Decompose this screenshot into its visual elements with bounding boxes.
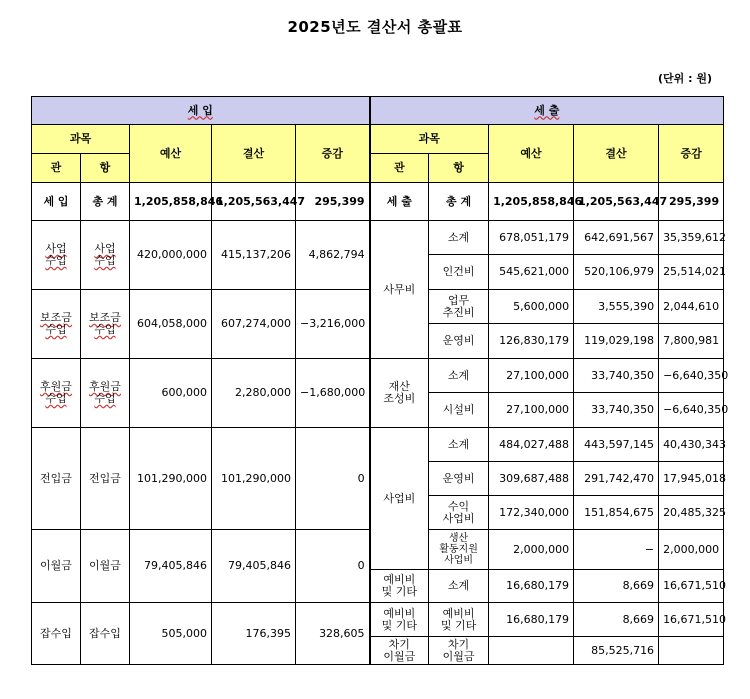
expense-hang: 업무 추진비 — [429, 290, 489, 324]
expense-total-settlement: 1,205,563,447 — [574, 183, 659, 221]
revenue-budget-header: 예산 — [130, 125, 212, 183]
expense-change: 40,430,343 — [659, 428, 724, 462]
expense-budget: 5,600,000 — [489, 290, 574, 324]
expense-hang: 예비비 및 기타 — [429, 603, 489, 637]
revenue-settlement: 2,280,000 — [212, 359, 296, 428]
revenue-budget: 505,000 — [130, 603, 212, 665]
expense-settlement: 3,555,390 — [574, 290, 659, 324]
expense-budget: 27,100,000 — [489, 393, 574, 428]
expense-budget-header: 예산 — [489, 125, 574, 183]
summary-table — [31, 96, 729, 665]
revenue-hang: 이월금 — [81, 530, 130, 603]
revenue-change: −3,216,000 — [296, 290, 370, 359]
expense-settlement-header: 결산 — [574, 125, 659, 183]
expense-total-budget: 1,205,858,846 — [489, 183, 574, 221]
expense-subject-header: 과목 — [370, 125, 489, 154]
expense-change — [659, 637, 724, 665]
revenue-gwan-header: 관 — [32, 154, 81, 183]
revenue-settlement: 607,274,000 — [212, 290, 296, 359]
expense-header: 세 출 — [370, 97, 724, 125]
expense-settlement: 642,691,567 — [574, 221, 659, 255]
expense-hang: 운영비 — [429, 462, 489, 496]
expense-total-change: 295,399 — [659, 183, 724, 221]
revenue-hang: 후원금 수입 — [81, 359, 130, 428]
expense-gwan-carry: 차기 이월금 — [370, 637, 429, 665]
expense-change: 2,044,610 — [659, 290, 724, 324]
expense-hang: 운영비 — [429, 324, 489, 359]
expense-settlement: 119,029,198 — [574, 324, 659, 359]
revenue-total-change: 295,399 — [296, 183, 370, 221]
expense-budget — [489, 637, 574, 665]
expense-gwan-reserve-2: 예비비 및 기타 — [370, 603, 429, 637]
revenue-gwan: 전입금 — [32, 428, 81, 530]
expense-hang: 소계 — [429, 359, 489, 393]
expense-hang: 시설비 — [429, 393, 489, 428]
revenue-settlement: 101,290,000 — [212, 428, 296, 530]
revenue-budget: 604,058,000 — [130, 290, 212, 359]
revenue-hang: 사업 수입 — [81, 221, 130, 290]
revenue-change: 4,862,794 — [296, 221, 370, 290]
revenue-budget: 420,000,000 — [130, 221, 212, 290]
expense-change: 16,671,510 — [659, 570, 724, 603]
revenue-total-gwan: 세 입 — [32, 183, 81, 221]
revenue-total-settlement: 1,205,563,447 — [212, 183, 296, 221]
expense-budget: 27,100,000 — [489, 359, 574, 393]
revenue-change: 0 — [296, 530, 370, 603]
expense-change: 17,945,018 — [659, 462, 724, 496]
expense-change: 16,671,510 — [659, 603, 724, 637]
expense-settlement: 443,597,145 — [574, 428, 659, 462]
revenue-gwan: 사업 수입 — [32, 221, 81, 290]
revenue-change: −1,680,000 — [296, 359, 370, 428]
expense-settlement: 151,854,675 — [574, 496, 659, 530]
revenue-gwan: 잡수입 — [32, 603, 81, 665]
expense-budget: 309,687,488 — [489, 462, 574, 496]
expense-settlement: − — [574, 530, 659, 570]
expense-gwan-header: 관 — [370, 154, 429, 183]
expense-change: 7,800,981 — [659, 324, 724, 359]
revenue-total-budget: 1,205,858,846 — [130, 183, 212, 221]
expense-gwan-reserve: 예비비 및 기타 — [370, 570, 429, 603]
revenue-change: 0 — [296, 428, 370, 530]
expense-gwan-property: 재산 조성비 — [370, 359, 429, 428]
expense-budget: 678,051,179 — [489, 221, 574, 255]
revenue-subject-header: 과목 — [32, 125, 130, 154]
expense-settlement: 8,669 — [574, 570, 659, 603]
revenue-change: 328,605 — [296, 603, 370, 665]
expense-budget: 545,621,000 — [489, 255, 574, 290]
expense-change: −6,640,350 — [659, 359, 724, 393]
revenue-gwan: 보조금 수입 — [32, 290, 81, 359]
expense-settlement: 33,740,350 — [574, 393, 659, 428]
expense-gwan-business: 사업비 — [370, 428, 429, 570]
expense-settlement: 33,740,350 — [574, 359, 659, 393]
expense-change: 25,514,021 — [659, 255, 724, 290]
revenue-change-header: 증감 — [296, 125, 370, 183]
expense-hang-header: 항 — [429, 154, 489, 183]
unit-label: (단위 : 원) — [658, 72, 712, 85]
expense-settlement: 520,106,979 — [574, 255, 659, 290]
expense-budget: 172,340,000 — [489, 496, 574, 530]
revenue-budget: 600,000 — [130, 359, 212, 428]
revenue-settlement: 176,395 — [212, 603, 296, 665]
expense-settlement: 8,669 — [574, 603, 659, 637]
expense-hang: 인건비 — [429, 255, 489, 290]
revenue-settlement-header: 결산 — [212, 125, 296, 183]
revenue-gwan: 후원금 수입 — [32, 359, 81, 428]
expense-hang: 차기 이월금 — [429, 637, 489, 665]
expense-hang: 수익 사업비 — [429, 496, 489, 530]
revenue-hang: 잡수입 — [81, 603, 130, 665]
revenue-hang: 전입금 — [81, 428, 130, 530]
revenue-header: 세 입 — [32, 97, 370, 125]
expense-budget: 16,680,179 — [489, 570, 574, 603]
revenue-budget: 101,290,000 — [130, 428, 212, 530]
expense-hang: 소계 — [429, 428, 489, 462]
expense-change: 20,485,325 — [659, 496, 724, 530]
expense-change: 35,359,612 — [659, 221, 724, 255]
expense-budget: 2,000,000 — [489, 530, 574, 570]
revenue-settlement: 415,137,206 — [212, 221, 296, 290]
expense-change: −6,640,350 — [659, 393, 724, 428]
page-title: 2025년도 결산서 총괄표 — [287, 18, 463, 36]
expense-hang: 소계 — [429, 221, 489, 255]
expense-settlement: 85,525,716 — [574, 637, 659, 665]
expense-total-hang: 총 계 — [429, 183, 489, 221]
revenue-settlement: 79,405,846 — [212, 530, 296, 603]
expense-budget: 484,027,488 — [489, 428, 574, 462]
expense-gwan-office: 사무비 — [370, 221, 429, 359]
expense-settlement: 291,742,470 — [574, 462, 659, 496]
revenue-hang-header: 항 — [81, 154, 130, 183]
expense-change: 2,000,000 — [659, 530, 724, 570]
expense-budget: 16,680,179 — [489, 603, 574, 637]
expense-hang: 소계 — [429, 570, 489, 603]
expense-hang: 생산 활동지원 사업비 — [429, 530, 489, 570]
revenue-hang: 보조금 수입 — [81, 290, 130, 359]
revenue-budget: 79,405,846 — [130, 530, 212, 603]
expense-budget: 126,830,179 — [489, 324, 574, 359]
expense-change-header: 증감 — [659, 125, 724, 183]
expense-total-gwan: 세 출 — [370, 183, 429, 221]
revenue-gwan: 이월금 — [32, 530, 81, 603]
revenue-total-hang: 총 계 — [81, 183, 130, 221]
